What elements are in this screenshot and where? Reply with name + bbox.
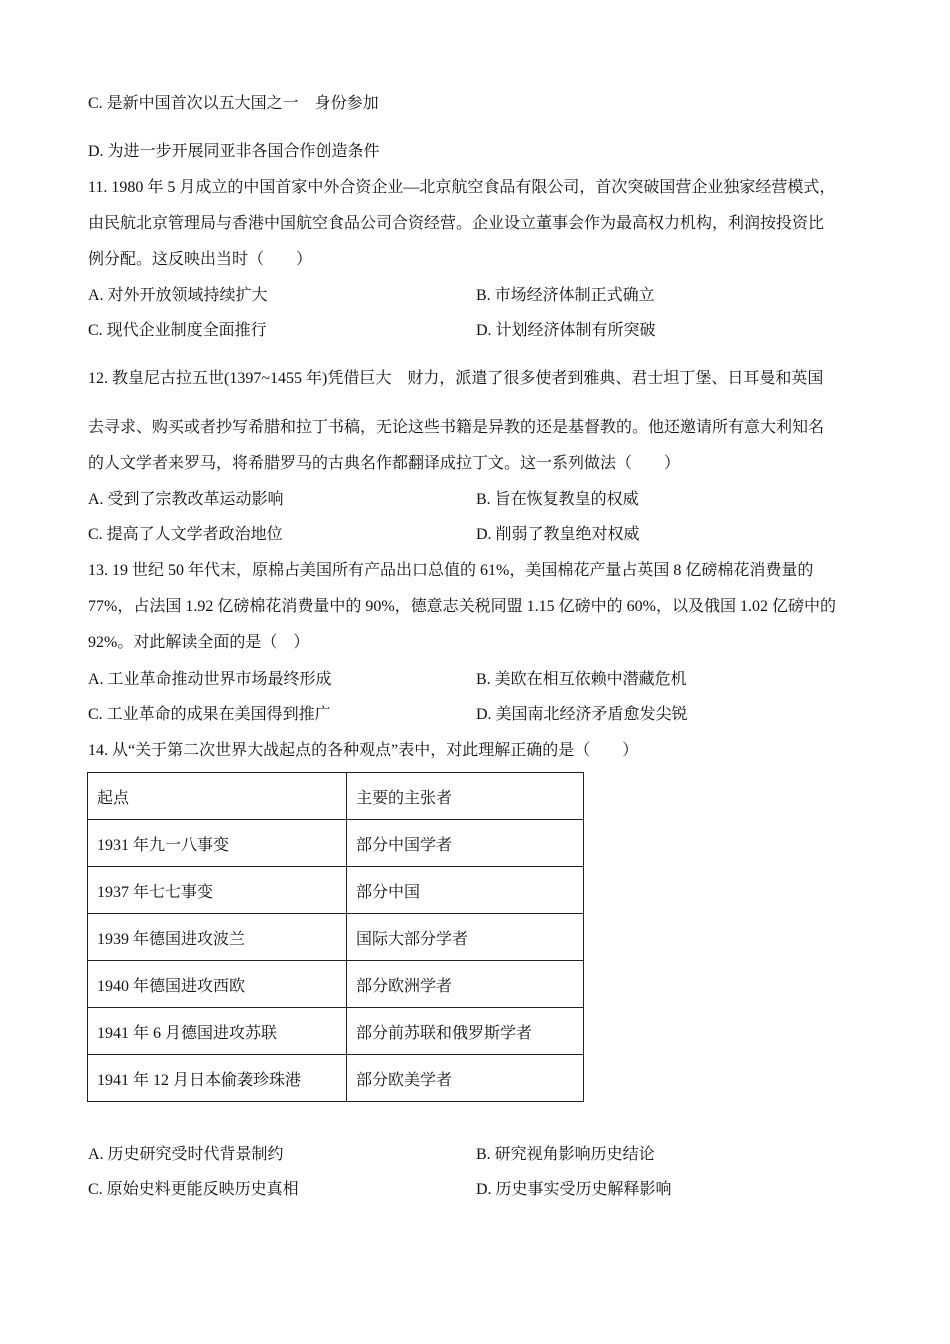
table-row bbox=[88, 1055, 584, 1102]
table-cell: 部分欧美学者 bbox=[347, 1055, 584, 1102]
q13-stem-line-3: 92%。对此解读全面的是（ ） bbox=[88, 634, 310, 651]
q12-stem-line-3: 的人文学者来罗马，将希腊罗马的古典名作都翻译成拉丁文。这一系列做法（ ） bbox=[88, 455, 681, 472]
table-row bbox=[88, 820, 584, 867]
q11-option-b: B. 市场经济体制正式确立 bbox=[476, 287, 655, 304]
q11-option-c: C. 现代企业制度全面推行 bbox=[88, 322, 267, 339]
q11-option-d: D. 计划经济体制有所突破 bbox=[476, 322, 656, 339]
q14-option-c: C. 原始史料更能反映历史真相 bbox=[88, 1181, 299, 1198]
q12-option-b: B. 旨在恢复教皇的权威 bbox=[476, 491, 639, 508]
q14-option-b: B. 研究视角影响历史结论 bbox=[476, 1146, 655, 1163]
q12-option-d: D. 削弱了教皇绝对权威 bbox=[476, 526, 640, 543]
table-cell: 1937 年七七事变 bbox=[88, 867, 347, 914]
q11-stem-line-3: 例分配。这反映出当时（ ） bbox=[88, 251, 313, 268]
table-cell: 1940 年德国进攻西欧 bbox=[88, 961, 347, 1008]
table-cell: 部分欧洲学者 bbox=[347, 961, 584, 1008]
q12-stem-line-1: 12. 教皇尼古拉五世(1397~1455 年)凭借巨大 财力，派遣了很多使者到雅典、君士坦丁堡、日耳曼和英国 bbox=[88, 370, 824, 387]
table-header-cell: 主要的主张者 bbox=[347, 773, 584, 820]
q13-stem-line-1: 13. 19 世纪 50 年代末，原棉占美国所有产品出口总值的 61%，美国棉花产量占英国 8 亿磅棉花消费量的 bbox=[88, 562, 814, 579]
table-header-cell: 起点 bbox=[88, 773, 347, 820]
q12-option-a: A. 受到了宗教改革运动影响 bbox=[88, 491, 284, 508]
q14-stem: 14. 从“关于第二次世界大战起点的各种观点”表中，对此理解正确的是（ ） bbox=[88, 742, 639, 759]
table-row bbox=[88, 914, 584, 961]
q12-option-c: C. 提高了人文学者政治地位 bbox=[88, 526, 283, 543]
prev-option-d: D. 为进一步开展同亚非各国合作创造条件 bbox=[88, 143, 380, 160]
table-cell: 1941 年 6 月德国进攻苏联 bbox=[88, 1008, 347, 1055]
table-row bbox=[88, 1008, 584, 1055]
table-cell: 1941 年 12 月日本偷袭珍珠港 bbox=[88, 1055, 347, 1102]
table-row bbox=[88, 867, 584, 914]
table-cell: 国际大部分学者 bbox=[347, 914, 584, 961]
q11-option-a: A. 对外开放领域持续扩大 bbox=[88, 287, 268, 304]
q13-option-d: D. 美国南北经济矛盾愈发尖锐 bbox=[476, 706, 688, 723]
q13-option-a: A. 工业革命推动世界市场最终形成 bbox=[88, 671, 332, 688]
q11-stem-line-1: 11. 1980 年 5 月成立的中国首家中外合资企业—北京航空食品有限公司，首次突破国营企业独家经营模式， bbox=[88, 179, 836, 196]
q13-stem-line-2: 77%，占法国 1.92 亿磅棉花消费量中的 90%，德意志关税同盟 1.15 亿磅中的 60%，以及俄国 1.02 亿磅中的 bbox=[88, 598, 836, 615]
q13-option-c: C. 工业革命的成果在美国得到推广 bbox=[88, 706, 331, 723]
table-cell: 部分中国学者 bbox=[347, 820, 584, 867]
prev-option-c: C. 是新中国首次以五大国之一 身份参加 bbox=[88, 95, 379, 112]
q14-option-d: D. 历史事实受历史解释影响 bbox=[476, 1181, 672, 1198]
q11-stem-line-2: 由民航北京管理局与香港中国航空食品公司合资经营。企业设立董事会作为最高权力机构，利润按投资比 bbox=[88, 215, 825, 232]
table-cell: 部分中国 bbox=[347, 867, 584, 914]
table-row bbox=[88, 961, 584, 1008]
ww2-starting-points-table bbox=[87, 772, 584, 1102]
table-header-row bbox=[88, 773, 584, 820]
q12-stem-line-2: 去寻求、购买或者抄写希腊和拉丁书稿，无论这些书籍是异教的还是基督教的。他还邀请所有意大利知名 bbox=[88, 419, 825, 436]
table-cell: 1931 年九一八事变 bbox=[88, 820, 347, 867]
q13-option-b: B. 美欧在相互依赖中潜藏危机 bbox=[476, 671, 687, 688]
table-cell: 1939 年德国进攻波兰 bbox=[88, 914, 347, 961]
q14-option-a: A. 历史研究受时代背景制约 bbox=[88, 1146, 284, 1163]
table-cell: 部分前苏联和俄罗斯学者 bbox=[347, 1008, 584, 1055]
